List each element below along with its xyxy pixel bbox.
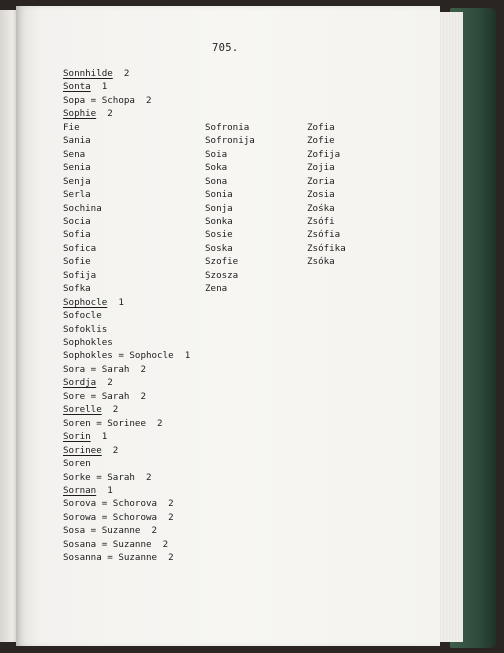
entry-name: Sorke = Sarah 2 [63,471,152,483]
entry-name: Sophocle [63,296,108,308]
variant-entry [63,552,174,563]
variant-entry [63,364,146,375]
entry-name: Senja [63,175,91,187]
headword-entry [63,404,118,415]
variant-entry [63,216,91,227]
variant-entry: Zena [205,283,228,295]
entry-name: Sorinee [63,444,102,456]
entry-name: Sorova = Schorova 2 [63,498,174,510]
entry-count: 2 [112,68,130,79]
entry-name: Sonta [63,81,91,93]
variant-entry [63,135,91,146]
variant-entry: Zofia [307,121,335,133]
entry-name: Sore = Sarah 2 [63,390,146,402]
entry-name: Sofka [63,283,91,295]
entry-count: 1 [90,431,108,443]
variant-entry [63,337,113,348]
entry-name: Sophie [63,108,97,120]
variant-entry: Zsófika [307,242,346,254]
headword-entry [63,297,124,308]
variant-entry: Sonka [205,215,233,227]
entry-name: Sochina [63,202,102,214]
entry-name: Sordja [63,377,97,389]
page-number: 705. [212,42,239,54]
variant-entry: Zsófia [307,229,341,241]
variant-entry [63,512,174,523]
entry-count: 2 [101,444,119,456]
variant-entry: Sonja [205,202,233,214]
variant-entry: Zsóka [307,256,335,268]
variant-entry [63,418,163,429]
variant-entry: Zsófi [307,215,335,227]
entry-name: Sophokles [63,337,113,348]
entry-name: Fie [63,121,80,133]
entry-count: 1 [90,81,108,93]
entry-name: Sopa = Schopa 2 [63,94,152,106]
variant-entry [63,256,91,267]
headword-entry [63,445,118,456]
entry-name: Soren = Sorinee 2 [63,417,163,429]
entry-name: Sorowa = Schorowa 2 [63,511,174,523]
variant-entry: Zosia [307,189,335,201]
headword-entry [63,431,107,442]
entry-name: Sofie [63,256,91,268]
variant-entry [63,310,102,321]
variant-entry [63,189,91,200]
entry-name: Serla [63,189,91,201]
variant-entry: Sofronia [205,121,250,133]
variant-entry [63,350,190,361]
entry-name: Sornan [63,484,97,496]
variant-entry [63,539,168,550]
variant-entry: Sosie [205,229,233,241]
variant-entry [63,270,96,281]
variant-entry [63,176,91,187]
entry-name: Sonnhilde [63,68,113,79]
entry-name: Sorelle [63,404,102,416]
variant-entry: Sonia [205,189,233,201]
variant-entry: Szosza [205,269,239,281]
entry-name: Sofocle [63,310,102,322]
entry-name: Sofica [63,242,97,254]
entry-name: Senia [63,162,91,174]
entry-count: 1 [96,484,113,496]
variant-entry [63,149,85,160]
variant-entry [63,472,152,483]
entry-count: 2 [101,404,119,416]
entry-name: Sophokles = Sophocle 1 [63,350,191,362]
entry-name: Sofoklis [63,323,108,335]
variant-entry: Sona [205,175,228,187]
variant-entry [63,458,91,469]
variant-entry: Soska [205,242,233,254]
headword-entry [63,81,107,92]
entry-count: 1 [107,296,124,308]
entry-name: Sosanna = Suzanne 2 [63,552,174,564]
variant-entry [63,391,146,402]
entry-name: Socia [63,215,91,227]
variant-entry: Zoria [307,175,335,187]
variant-entry [63,122,80,133]
variant-entry [63,229,91,240]
headword-entry [63,485,113,496]
variant-entry: Zośka [307,202,335,214]
variant-entry: Zofija [307,148,341,160]
headword-entry [63,68,129,79]
variant-entry [63,283,91,294]
entry-name: Sorin [63,431,91,443]
variant-entry: Szofie [205,256,239,268]
headword-entry [63,377,113,388]
variant-entry [63,243,96,254]
variant-entry: Soka [205,162,228,174]
variant-entry [63,324,107,335]
variant-entry: Sofronija [205,135,255,147]
entry-name: Sofija [63,269,97,281]
variant-entry: Zojia [307,162,335,174]
variant-entry [63,162,91,173]
headword-entry [63,108,113,119]
entry-name: Sosa = Suzanne 2 [63,525,158,537]
variant-entry: Soia [205,148,228,160]
entry-name: Sena [63,148,86,160]
variant-entry [63,203,102,214]
entry-name: Sania [63,135,91,147]
variant-entry: Zofie [307,135,335,147]
entry-name: Sora = Sarah 2 [63,363,146,375]
book-page [16,6,440,646]
variant-entry [63,95,152,106]
variant-entry [63,525,157,536]
entry-name: Sofia [63,229,91,241]
variant-entry [63,498,174,509]
entry-name: Soren [63,458,91,470]
entry-name: Sosana = Suzanne 2 [63,538,169,550]
entry-count: 2 [96,108,113,120]
entry-count: 2 [96,377,113,389]
